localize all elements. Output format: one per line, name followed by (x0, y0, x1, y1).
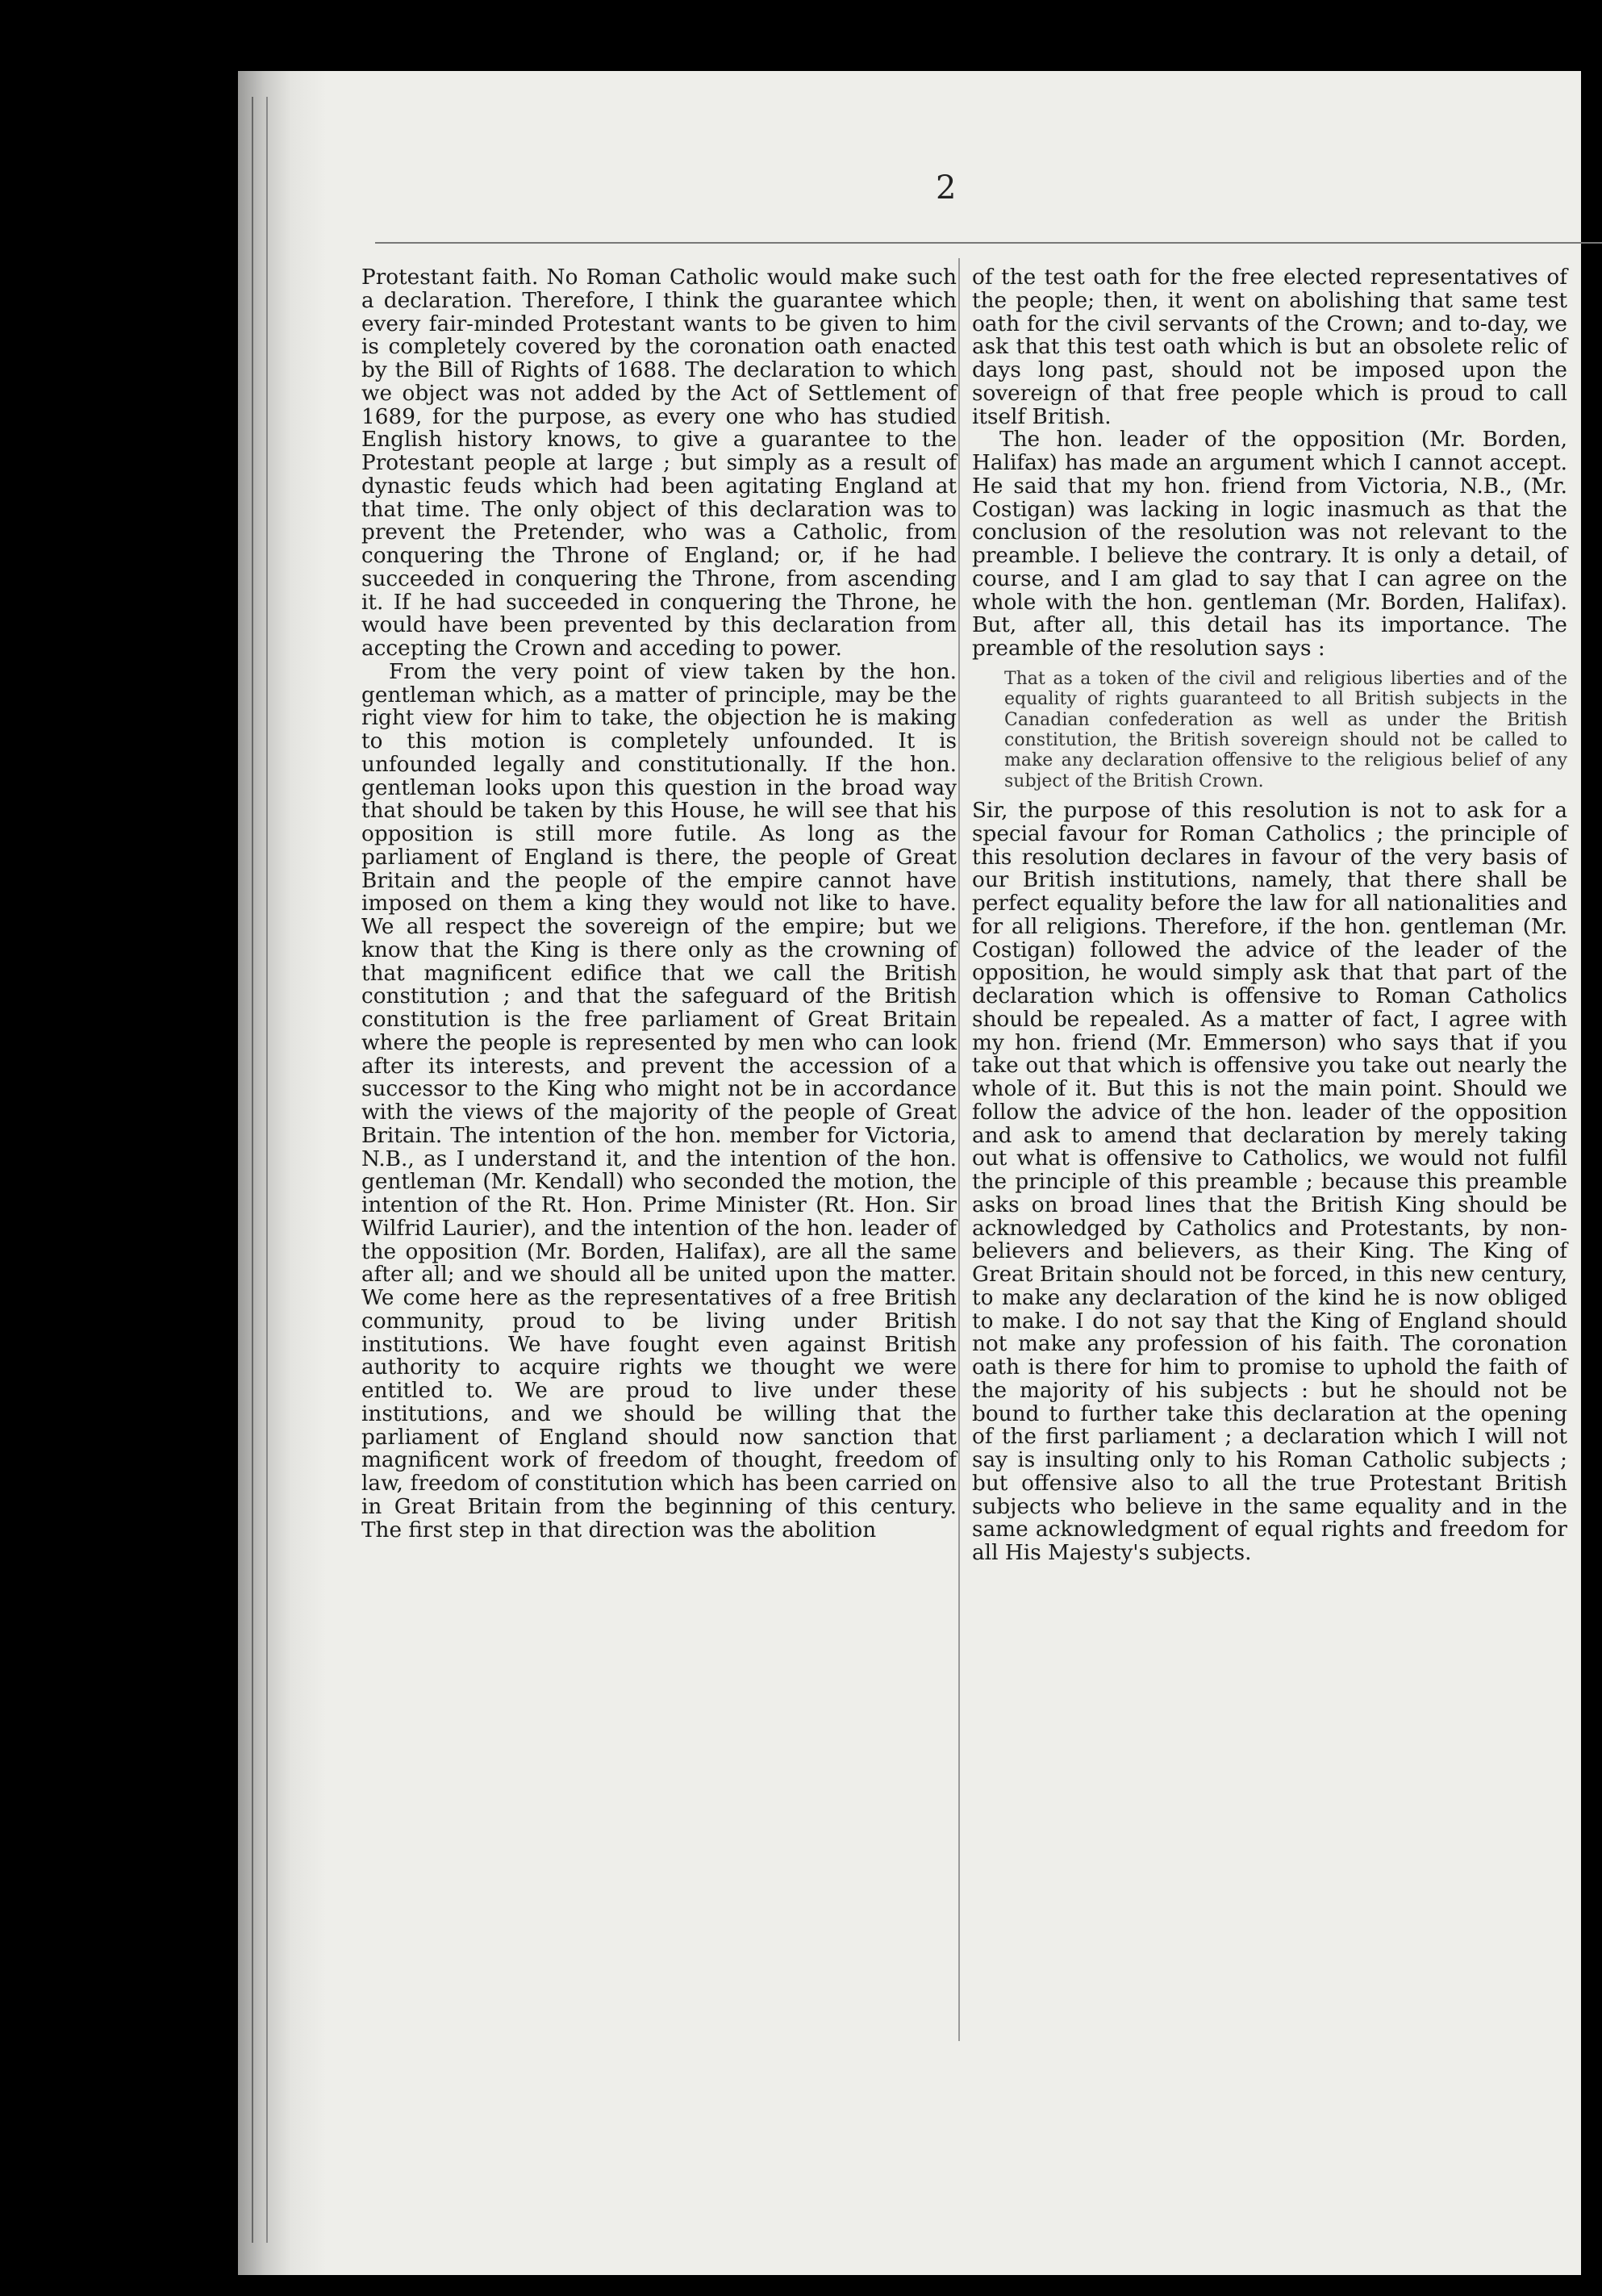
paragraph: The hon. leader of the opposition (Mr. Borden, Halifax) has made an argument which I cannot accept. He said that my hon. friend from Victoria, N.B., (Mr. Costigan) was lacking in logic inasmuch as that the conclusion of the resolution was not relevant to the preamble. I believe the contrary. It is only a detail, of course, and I am glad to say that I can agree on the whole with the hon. gentleman (Mr. Borden, Halifax). But, after all, this detail has its importance. The preamble of the resolution says : (972, 428, 1567, 661)
left-column (361, 266, 957, 1542)
page-number: 2 (936, 169, 957, 207)
spine-edge-line (266, 97, 268, 2243)
column-divider (958, 258, 960, 2041)
paragraph: of the test oath for the free elected representatives of the people; then, it went on abolishing that same test oath for the civil servants of the Crown; and to-day, we ask that this test oath which is but an obsolete relic of days long past, should not be imposed upon the sovereign of that free people which is proud to call itself British. (972, 265, 1567, 429)
right-column (972, 266, 1567, 1565)
paragraph: Sir, the purpose of this resolution is not to ask for a special favour for Roman Catholics ; the principle of this resolution declares in favour of the very basis of our British institutions, namely, that there shall be perfect equality before the law for all nationalities and for all religions. Therefore, if the hon. gentleman (Mr. Costigan) followed the advice of the leader of the opposition, he would simply ask that that part of the declaration which is offensive to Roman Catholics should be repealed. As a matter of fact, I agree with my hon. friend (Mr. Emmerson) who says that if you take out that which is offensive you take out nearly the whole of it. But this is not the main point. Should we follow the advice of the hon. leader of the opposition and ask to amend that declaration by merely taking out what is offensive to Catholics, we would not fulfil the principle of this preamble ; because this preamble asks on broad lines that the British King should be acknowledged by Catholics and Protestants, by non-believers and believers, as their King. The King of Great Britain should not be forced, in this new century, to make any declaration of the kind he is now obliged to make. I do not say that the King of England should not make any profession of his faith. The coronation oath is there for him to promise to uphold the faith of the majority of his subjects : but he should not be bound to further take this declaration at the opening of the first parliament ; a declaration which I will not say is insulting only to his Roman Catholic subjects ; but offensive also to all the true Protestant British subjects who believe in the same equality and in the same acknowledgment of equal rights and freedom for all His Majesty's subjects. (972, 799, 1567, 1566)
spine-edge-line (252, 97, 253, 2243)
header-rule (375, 242, 1602, 244)
paragraph: From the very point of view taken by the hon. gentleman which, as a matter of principle, may be the right view for him to take, the objection he is making to this motion is completely unfounded. It is unfounded legally and constitutionally. If the hon. gentleman looks upon this question in the broad way that should be taken by this House, he will see that his opposition is still more futile. As long as the parliament of England is there, the people of Great Britain and the people of the empire cannot have imposed on them a king they would not like to have. We all respect the sovereign of the empire; but we know that the King is there only as the crowning of that magnificent edifice that we call the British constitution ; and that the safeguard of the British constitution is the free parliament of Great Britain where the people is represented by men who can look after its interests, and prevent the accession of a successor to the King who might not be in accordance with the views of the majority of the people of Great Britain. The intention of the hon. member for Victoria, N.B., as I understand it, and the intention of the hon. gentleman (Mr. Kendall) who seconded the motion, the intention of the Rt. Hon. Prime Minister (Rt. Hon. Sir Wilfrid Laurier), and the intention of the hon. leader of the opposition (Mr. Borden, Halifax), are all the same after all; and we should all be united upon the matter. We come here as the representatives of a free British community, proud to be living under British institutions. We have fought even against British authority to acquire rights we thought we were entitled to. We are proud to live under these institutions, and we should be willing that the parliament of England should now sanction that magnificent work of freedom of thought, freedom of law, freedom of constitution which has been carried on in Great Britain from the beginning of this century. The first step in that direction was the abolition (361, 659, 957, 1542)
block-quote: That as a token of the civil and religious liberties and of the equality of rights guaranteed to all British subjects in the Canadian confederation as well as under the British constitution, the British sovereign should not be called to make any declaration offensive to the religious belief of any subject of the British Crown. (1004, 668, 1567, 791)
paragraph: Protestant faith. No Roman Catholic would make such a declaration. Therefore, I think the guarantee which every fair-minded Protestant wants to be given to him is completely covered by the coronation oath enacted by the Bill of Rights of 1688. The declaration to which we object was not added by the Act of Settlement of 1689, for the purpose, as every one who has studied English history knows, to give a guarantee to the Protestant people at large ; but simply as a result of dynastic feuds which had been agitating England at that time. The only object of this declaration was to prevent the Pretender, who was a Catholic, from conquering the Throne of England; or, if he had succeeded in conquering the Throne, from ascending it. If he had succeeded in conquering the Throne, he would have been prevented by this declaration from accepting the Crown and acceding to power. (361, 265, 957, 661)
